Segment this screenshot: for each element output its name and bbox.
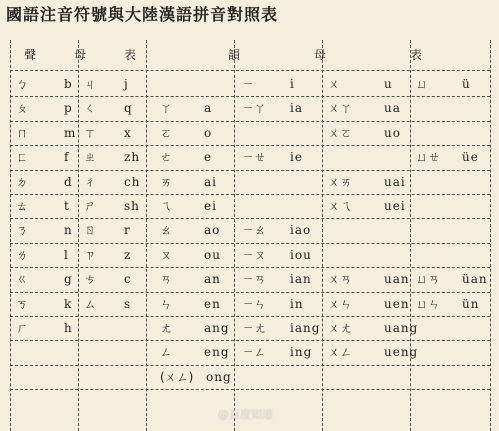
row-divider	[10, 194, 490, 195]
zhuyin-symbol: ㄧㄣ	[242, 296, 267, 311]
pinyin-value: ang	[204, 321, 230, 335]
pinyin-value: ch	[124, 174, 141, 189]
zhuyin-symbol: ㄕ	[84, 199, 97, 213]
pinyin-value: q	[124, 101, 133, 116]
zhuyin-symbol: ㄞ	[160, 174, 173, 189]
pinyin-value: d	[64, 174, 73, 189]
zhuyin-symbol: ㄨㄢ	[328, 272, 353, 287]
pinyin-value: h	[64, 321, 73, 335]
zhuyin-symbol: (ㄨㄥ)	[160, 369, 194, 384]
zhuyin-symbol: ㄇ	[16, 125, 29, 140]
pinyin-value: ua	[384, 101, 401, 116]
zhuyin-symbol: ㄖ	[84, 223, 97, 238]
zhuyin-symbol: ㄜ	[160, 150, 173, 165]
zhuyin-symbol: ㄛ	[160, 125, 173, 140]
zhuyin-symbol: ㄌ	[16, 247, 29, 262]
pinyin-value: iou	[290, 247, 312, 262]
initials-header-char: 母	[74, 48, 87, 62]
zhuyin-symbol: ㄉ	[16, 174, 29, 189]
row-divider	[10, 121, 490, 122]
pinyin-value: eng	[204, 345, 230, 360]
pinyin-value: f	[64, 150, 70, 165]
pinyin-value: ün	[462, 296, 480, 311]
pinyin-value: r	[124, 223, 131, 238]
pinyin-value: sh	[124, 199, 140, 213]
zhuyin-symbol: ㄨㄚ	[328, 101, 353, 116]
row-divider	[10, 316, 490, 317]
pinyin-value: t	[64, 199, 70, 213]
row-divider	[10, 292, 490, 293]
pinyin-value: ie	[290, 150, 303, 165]
initials-header-char: 聲	[24, 48, 37, 62]
pinyin-value: uai	[384, 174, 406, 189]
pinyin-value: e	[204, 150, 213, 165]
pinyin-value: l	[64, 247, 69, 262]
pinyin-value: ei	[204, 199, 217, 213]
pinyin-value: ing	[290, 345, 313, 360]
pinyin-value: i	[290, 77, 295, 91]
row-divider	[10, 170, 490, 171]
pinyin-value: g	[64, 272, 73, 287]
zhuyin-symbol: ㄨㄞ	[328, 174, 353, 189]
page-title: 國語注音符號與大陸漢語拼音對照表	[6, 5, 279, 24]
column-divider	[410, 40, 411, 431]
pinyin-value: uen	[384, 296, 410, 311]
pinyin-value: üe	[462, 150, 479, 165]
pinyin-value: ian	[290, 272, 312, 287]
row-divider	[10, 243, 490, 244]
zhuyin-symbol: ㄧ	[242, 77, 255, 91]
pinyin-value: x	[124, 125, 132, 140]
pinyin-value: z	[124, 247, 132, 262]
pinyin-value: zh	[124, 150, 141, 165]
pinyin-value: ai	[204, 174, 217, 189]
zhuyin-symbol: ㄟ	[160, 199, 173, 213]
zhuyin-symbol: ㄨㄣ	[328, 296, 353, 311]
zhuyin-symbol: ㄗ	[84, 247, 97, 262]
pinyin-value: j	[124, 77, 129, 91]
zhuyin-symbol: ㄆ	[16, 101, 29, 116]
row-divider	[10, 70, 490, 71]
column-divider	[234, 40, 235, 431]
zhuyin-symbol: ㄢ	[160, 272, 173, 287]
row-divider	[10, 218, 490, 219]
zhuyin-symbol: ㄙ	[84, 296, 97, 311]
zhuyin-symbol: ㄧㄚ	[242, 101, 267, 116]
zhuyin-symbol: ㄩㄢ	[416, 272, 441, 287]
finals-header-char: 韻	[228, 48, 241, 62]
zhuyin-symbol: ㄔ	[84, 174, 97, 189]
pinyin-value: ia	[290, 101, 303, 116]
zhuyin-symbol: ㄥ	[160, 345, 173, 360]
pinyin-value: u	[384, 77, 393, 91]
zhuyin-symbol: ㄏ	[16, 321, 29, 335]
initials-header-char: 表	[124, 48, 137, 62]
zhuyin-symbol: ㄑ	[84, 101, 97, 116]
row-divider	[10, 145, 490, 146]
zhuyin-symbol: ㄠ	[160, 223, 173, 238]
zhuyin-symbol: ㄤ	[160, 321, 173, 335]
zhuyin-symbol: ㄋ	[16, 223, 29, 238]
zhuyin-symbol: ㄧㄡ	[242, 247, 267, 262]
pinyin-value: c	[124, 272, 132, 287]
pinyin-value: iao	[290, 223, 312, 238]
column-divider	[146, 40, 147, 431]
pinyin-value: en	[204, 296, 221, 311]
row-divider	[10, 267, 490, 268]
pinyin-value: uan	[384, 272, 410, 287]
finals-header-char: 表	[410, 48, 423, 62]
zhuyin-symbol: ㄘ	[84, 272, 97, 287]
zhuyin-symbol: ㄚ	[160, 101, 173, 116]
zhuyin-symbol: ㄩㄣ	[416, 296, 441, 311]
column-divider	[10, 40, 11, 431]
zhuyin-symbol: ㄎ	[16, 296, 29, 311]
column-divider	[78, 40, 79, 431]
zhuyin-symbol: ㄧㄥ	[242, 345, 267, 360]
zhuyin-symbol: ㄒ	[84, 125, 97, 140]
zhuyin-symbol: ㄧㄤ	[242, 321, 267, 335]
pinyin-value: uang	[384, 321, 419, 335]
pinyin-value: ou	[204, 247, 221, 262]
zhuyin-symbol: ㄨ	[328, 77, 341, 91]
pinyin-value: m	[64, 125, 77, 140]
pinyin-value: ueng	[384, 345, 419, 360]
pinyin-value: ao	[204, 223, 221, 238]
zhuyin-symbol: ㄡ	[160, 247, 173, 262]
row-divider	[10, 365, 490, 366]
pinyin-value: ü	[462, 77, 471, 91]
zhuyin-symbol: ㄧㄢ	[242, 272, 267, 287]
zhuyin-symbol: ㄅ	[16, 77, 29, 91]
pinyin-value: uo	[384, 125, 401, 140]
row-divider	[10, 96, 490, 97]
pinyin-value: s	[124, 296, 132, 311]
pinyin-value: k	[64, 296, 73, 311]
pinyin-value: a	[204, 101, 213, 116]
column-divider	[490, 40, 491, 431]
pinyin-value: üan	[462, 272, 488, 287]
zhuyin-symbol: ㄩ	[416, 77, 429, 91]
zhuyin-symbol: ㄣ	[160, 296, 173, 311]
zhuyin-symbol: ㄓ	[84, 150, 97, 165]
zhuyin-symbol: ㄊ	[16, 199, 29, 213]
pinyin-value: n	[64, 223, 73, 238]
pinyin-value: p	[64, 101, 73, 116]
zhuyin-symbol: ㄧㄝ	[242, 150, 267, 165]
pinyin-value: o	[204, 125, 213, 140]
zhuyin-symbol: ㄨㄥ	[328, 345, 353, 360]
zhuyin-symbol: ㄍ	[16, 272, 29, 287]
row-divider	[10, 389, 490, 390]
zhuyin-symbol: ㄧㄠ	[242, 223, 267, 238]
row-divider	[10, 340, 490, 341]
zhuyin-symbol: ㄈ	[16, 150, 29, 165]
pinyin-value: uei	[384, 199, 406, 213]
zhuyin-symbol: ㄨㄛ	[328, 125, 353, 140]
pinyin-value: in	[290, 296, 304, 311]
zhuyin-symbol: ㄐ	[84, 77, 97, 91]
finals-header-char: 母	[314, 48, 327, 62]
pinyin-value: ong	[206, 369, 232, 384]
pinyin-value: iang	[290, 321, 321, 335]
zhuyin-symbol: ㄩㄝ	[416, 150, 441, 165]
zhuyin-symbol: ㄨㄟ	[328, 199, 353, 213]
pinyin-value: an	[204, 272, 221, 287]
zhuyin-symbol: ㄨㄤ	[328, 321, 353, 335]
column-divider	[322, 40, 323, 431]
watermark: @百度知道	[218, 408, 273, 421]
pinyin-value: b	[64, 77, 73, 91]
